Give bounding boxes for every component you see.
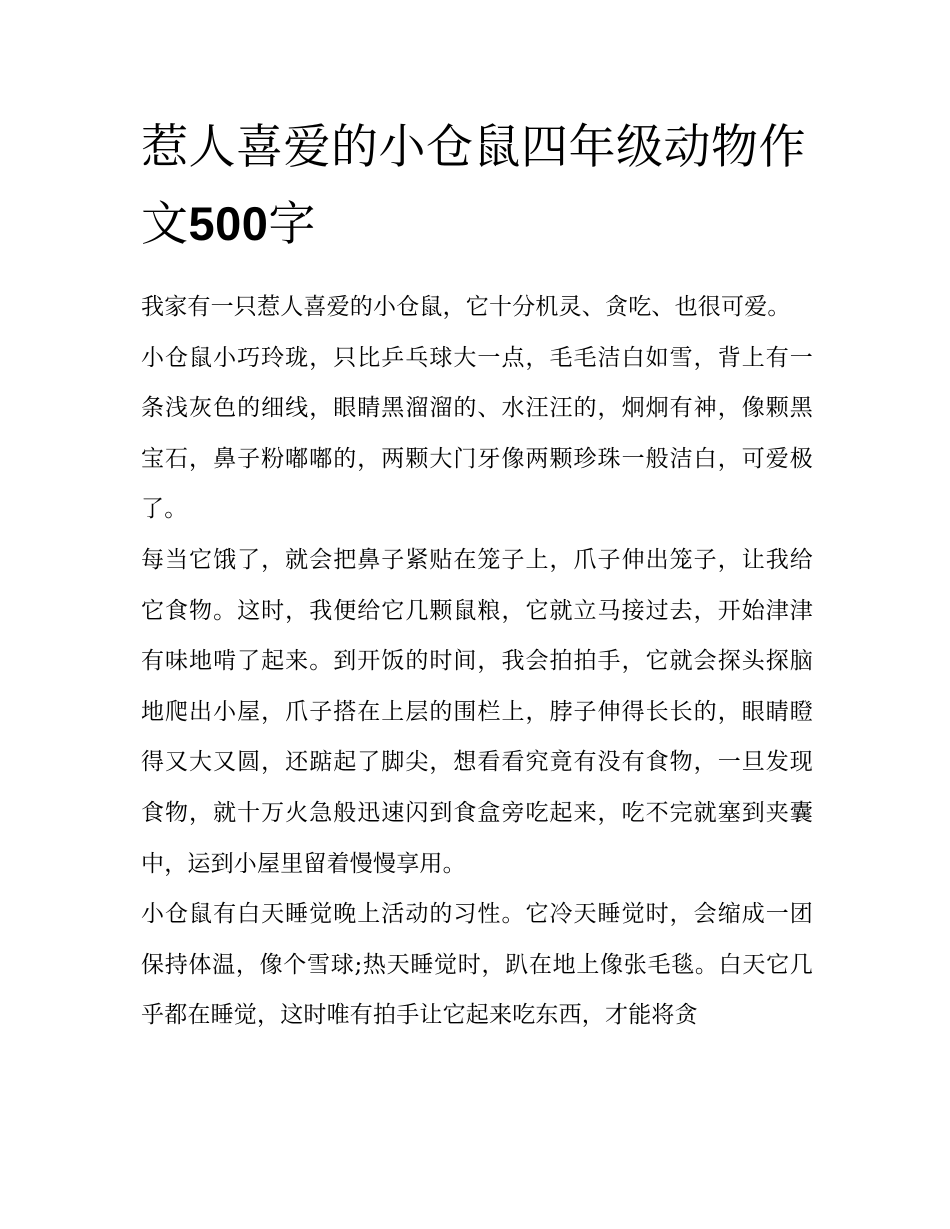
document-title <box>141 110 813 263</box>
paragraph-4: 小仓鼠有白天睡觉晚上活动的习性。它冷天睡觉时，会缩成一团保持体温，像个雪球;热天睡觉时，趴在地上像张毛毯。白天它几乎都在睡觉，这时唯有拍手让它起来吃东西，才能将贪 <box>141 901 813 1029</box>
paragraph-1: 我家有一只惹人喜爱的小仓鼠，它十分机灵、贪吃、也很可爱。 <box>141 294 791 320</box>
paragraph-2: 小仓鼠小巧玲珑，只比乒乓球大一点，毛毛洁白如雪，背上有一条浅灰色的细线，眼睛黑溜溜的、水汪汪的，炯炯有神，像颗黑宝石，鼻子粉嘟嘟的，两颗大门牙像两颗珍珠一般洁白，可爱极了。 <box>141 344 813 523</box>
title-number: 500 <box>188 197 269 250</box>
paragraph-3: 每当它饿了，就会把鼻子紧贴在笼子上，爪子伸出笼子，让我给它食物。这时，我便给它几颗鼠粮，它就立马接过去，开始津津有味地啃了起来。到开饭的时间，我会拍拍手，它就会探头探脑地爬出小屋，爪子搭在上层的围栏上，脖子伸得长长的，眼睛瞪得又大又圆，还踮起了脚尖，想看看究竟有没有食物，一旦发现食物，就十万火急般迅速闪到食盒旁吃起来，吃不完就塞到夹囊中，运到小屋里留着慢慢享用。 <box>141 546 813 877</box>
title-text: 惹人喜爱的小仓鼠四年级动物作文 <box>141 120 806 252</box>
document-body <box>141 282 813 1041</box>
document-content <box>141 110 813 1041</box>
title-suffix: 字 <box>268 197 316 252</box>
